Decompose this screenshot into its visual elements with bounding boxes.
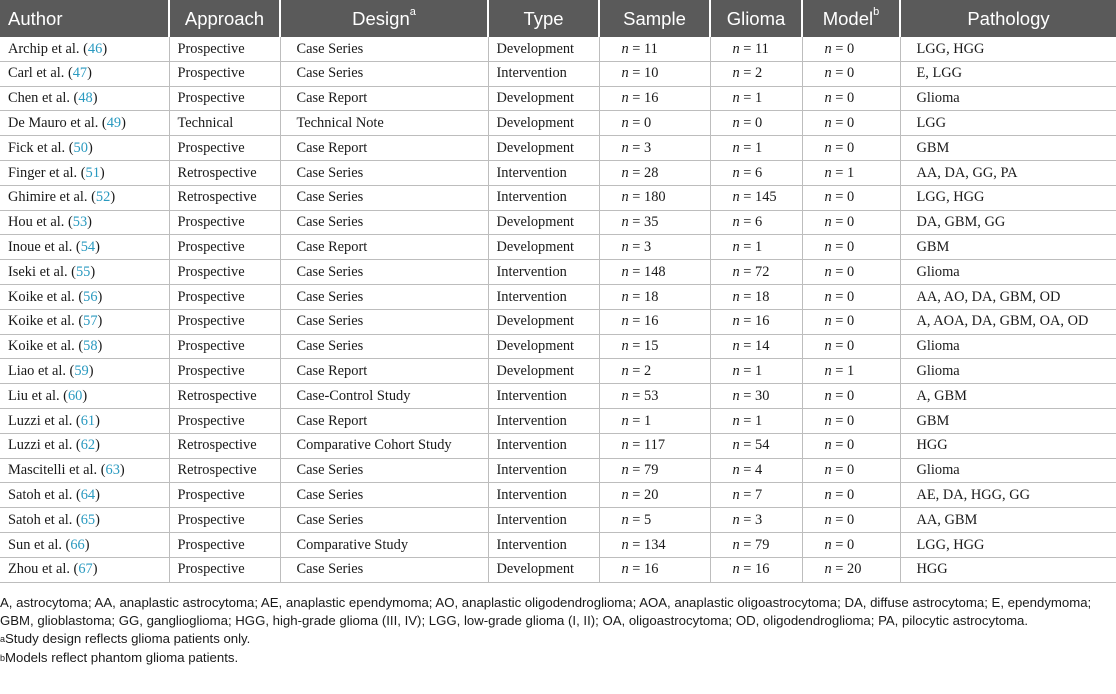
cell-approach: Prospective xyxy=(169,359,280,384)
reference-link[interactable]: 55 xyxy=(75,263,91,280)
cell-model: n = 0 xyxy=(802,61,900,86)
cell-design: Technical Note xyxy=(280,111,488,136)
cell-author: Satoh et al. (65) xyxy=(0,508,169,533)
cell-pathology: AA, AO, DA, GBM, OD xyxy=(900,284,1116,309)
cell-model: n = 0 xyxy=(802,284,900,309)
reference-link[interactable]: 57 xyxy=(83,313,98,330)
cell-sample: n = 53 xyxy=(599,384,710,409)
cell-approach: Retrospective xyxy=(169,185,280,210)
cell-sample: n = 10 xyxy=(599,61,710,86)
cell-approach: Prospective xyxy=(169,37,280,61)
cell-pathology: Glioma xyxy=(900,334,1116,359)
cell-glioma: n = 14 xyxy=(710,334,802,359)
table-row xyxy=(0,458,1116,483)
column-header-glioma: Glioma xyxy=(710,0,802,37)
cell-glioma: n = 54 xyxy=(710,433,802,458)
cell-author: Luzzi et al. (61) xyxy=(0,408,169,433)
cell-type: Intervention xyxy=(488,508,599,533)
cell-glioma: n = 6 xyxy=(710,210,802,235)
table-footnotes xyxy=(0,594,1112,668)
cell-approach: Retrospective xyxy=(169,160,280,185)
cell-model: n = 0 xyxy=(802,334,900,359)
cell-approach: Prospective xyxy=(169,136,280,161)
cell-author: Archip et al. (46) xyxy=(0,37,169,61)
cell-pathology: Glioma xyxy=(900,458,1116,483)
cell-glioma: n = 2 xyxy=(710,61,802,86)
cell-approach: Prospective xyxy=(169,260,280,285)
column-header-pathology: Pathology xyxy=(900,0,1116,37)
column-header-sample: Sample xyxy=(599,0,710,37)
cell-glioma: n = 6 xyxy=(710,160,802,185)
cell-design: Case Series xyxy=(280,458,488,483)
column-header-approach: Approach xyxy=(169,0,280,37)
cell-design: Case Report xyxy=(280,359,488,384)
reference-link[interactable]: 64 xyxy=(80,487,96,504)
cell-sample: n = 16 xyxy=(599,309,710,334)
cell-pathology: LGG, HGG xyxy=(900,532,1116,557)
cell-type: Intervention xyxy=(488,532,599,557)
cell-author: Hou et al. (53) xyxy=(0,210,169,235)
cell-approach: Retrospective xyxy=(169,458,280,483)
header-row xyxy=(0,0,1116,37)
cell-pathology: Glioma xyxy=(900,260,1116,285)
cell-type: Development xyxy=(488,86,599,111)
cell-glioma: n = 16 xyxy=(710,309,802,334)
cell-type: Intervention xyxy=(488,483,599,508)
cell-author: Koike et al. (57) xyxy=(0,309,169,334)
cell-approach: Prospective xyxy=(169,86,280,111)
cell-approach: Prospective xyxy=(169,334,280,359)
cell-type: Intervention xyxy=(488,458,599,483)
table-row xyxy=(0,384,1116,409)
table-row xyxy=(0,210,1116,235)
cell-design: Case Report xyxy=(280,235,488,260)
cell-approach: Prospective xyxy=(169,483,280,508)
cell-glioma: n = 11 xyxy=(710,37,802,61)
cell-author: Mascitelli et al. (63) xyxy=(0,458,169,483)
table-row xyxy=(0,111,1116,136)
cell-glioma: n = 30 xyxy=(710,384,802,409)
table-header xyxy=(0,0,1116,37)
table-row xyxy=(0,508,1116,533)
cell-type: Development xyxy=(488,235,599,260)
cell-type: Development xyxy=(488,557,599,582)
cell-sample: n = 35 xyxy=(599,210,710,235)
cell-sample: n = 180 xyxy=(599,185,710,210)
reference-link[interactable]: 53 xyxy=(72,214,88,231)
cell-sample: n = 16 xyxy=(599,557,710,582)
cell-pathology: AA, GBM xyxy=(900,508,1116,533)
reference-link[interactable]: 61 xyxy=(80,412,96,429)
cell-sample: n = 16 xyxy=(599,86,710,111)
cell-model: n = 0 xyxy=(802,235,900,260)
cell-sample: n = 28 xyxy=(599,160,710,185)
cell-type: Intervention xyxy=(488,61,599,86)
cell-author: Finger et al. (51) xyxy=(0,160,169,185)
cell-author: Liao et al. (59) xyxy=(0,359,169,384)
table-row xyxy=(0,284,1116,309)
reference-link[interactable]: 65 xyxy=(80,511,96,528)
cell-author: Carl et al. (47) xyxy=(0,61,169,86)
cell-pathology: LGG, HGG xyxy=(900,37,1116,61)
table-row xyxy=(0,483,1116,508)
reference-link[interactable]: 52 xyxy=(95,189,111,206)
cell-sample: n = 79 xyxy=(599,458,710,483)
cell-type: Intervention xyxy=(488,384,599,409)
cell-sample: n = 3 xyxy=(599,136,710,161)
table-row xyxy=(0,532,1116,557)
cell-model: n = 0 xyxy=(802,309,900,334)
abbreviations-note: A, astrocytoma; AA, anaplastic astrocytoma; AE, anaplastic ependymoma; AO, anaplastic oligodendroglioma; AOA, anaplastic oligoastrocytoma; DA, diffuse astrocytoma; E, ependymoma; GBM, glioblastoma; GG, ganglioglioma; HGG, high-grade glioma (III, IV); LGG, low-grade glioma (I, II); OA, oligoastrocytoma; OD, oligodendroglioma; PA, pilocytic astrocytoma. xyxy=(0,595,1092,628)
cell-pathology: DA, GBM, GG xyxy=(900,210,1116,235)
cell-approach: Retrospective xyxy=(169,384,280,409)
cell-pathology: AE, DA, HGG, GG xyxy=(900,483,1116,508)
cell-model: n = 0 xyxy=(802,532,900,557)
cell-pathology: GBM xyxy=(900,136,1116,161)
table-row xyxy=(0,86,1116,111)
cell-pathology: GBM xyxy=(900,408,1116,433)
table-row xyxy=(0,557,1116,582)
table-row xyxy=(0,408,1116,433)
cell-model: n = 0 xyxy=(802,37,900,61)
cell-design: Case Report xyxy=(280,408,488,433)
reference-link[interactable]: 67 xyxy=(78,561,93,578)
table-row xyxy=(0,433,1116,458)
cell-pathology: LGG, HGG xyxy=(900,185,1116,210)
reference-link[interactable]: 51 xyxy=(85,164,100,181)
cell-model: n = 0 xyxy=(802,136,900,161)
cell-design: Case Report xyxy=(280,86,488,111)
table-row xyxy=(0,334,1116,359)
cell-glioma: n = 79 xyxy=(710,532,802,557)
reference-link[interactable]: 46 xyxy=(87,40,103,57)
cell-type: Development xyxy=(488,359,599,384)
cell-design: Case Series xyxy=(280,37,488,61)
cell-sample: n = 0 xyxy=(599,111,710,136)
reference-link[interactable]: 47 xyxy=(72,65,88,82)
cell-pathology: Glioma xyxy=(900,86,1116,111)
cell-design: Case Series xyxy=(280,284,488,309)
cell-design: Case Series xyxy=(280,557,488,582)
cell-glioma: n = 145 xyxy=(710,185,802,210)
cell-type: Intervention xyxy=(488,284,599,309)
cell-pathology: E, LGG xyxy=(900,61,1116,86)
cell-author: Zhou et al. (67) xyxy=(0,557,169,582)
table-row xyxy=(0,37,1116,61)
cell-model: n = 1 xyxy=(802,160,900,185)
cell-type: Intervention xyxy=(488,408,599,433)
cell-type: Intervention xyxy=(488,185,599,210)
cell-author: De Mauro et al. (49) xyxy=(0,111,169,136)
reference-link[interactable]: 66 xyxy=(70,536,85,553)
footnote-a: $^a$Study design reflects glioma patients only. xyxy=(0,631,251,646)
cell-pathology: LGG xyxy=(900,111,1116,136)
cell-model: n = 0 xyxy=(802,483,900,508)
cell-glioma: n = 3 xyxy=(710,508,802,533)
cell-sample: n = 15 xyxy=(599,334,710,359)
cell-design: Comparative Study xyxy=(280,532,488,557)
cell-approach: Technical xyxy=(169,111,280,136)
cell-author: Luzzi et al. (62) xyxy=(0,433,169,458)
cell-pathology: A, GBM xyxy=(900,384,1116,409)
table-row xyxy=(0,235,1116,260)
cell-type: Intervention xyxy=(488,260,599,285)
cell-pathology: HGG xyxy=(900,557,1116,582)
reference-link[interactable]: 58 xyxy=(83,338,98,355)
column-header-design: Design$^a$ xyxy=(280,0,488,37)
reference-link[interactable]: 54 xyxy=(80,239,96,256)
table-row xyxy=(0,61,1116,86)
cell-glioma: n = 1 xyxy=(710,359,802,384)
cell-sample: n = 2 xyxy=(599,359,710,384)
cell-approach: Prospective xyxy=(169,408,280,433)
cell-type: Development xyxy=(488,334,599,359)
cell-model: n = 0 xyxy=(802,458,900,483)
cell-type: Intervention xyxy=(488,160,599,185)
cell-author: Chen et al. (48) xyxy=(0,86,169,111)
table-body xyxy=(0,37,1116,582)
cell-sample: n = 3 xyxy=(599,235,710,260)
cell-design: Case Series xyxy=(280,160,488,185)
reference-link[interactable]: 63 xyxy=(105,462,120,479)
cell-model: n = 0 xyxy=(802,260,900,285)
reference-link[interactable]: 60 xyxy=(67,387,83,404)
column-header-author: Author xyxy=(0,0,169,37)
cell-model: n = 0 xyxy=(802,185,900,210)
cell-design: Case-Control Study xyxy=(280,384,488,409)
cell-author: Sun et al. (66) xyxy=(0,532,169,557)
cell-design: Case Series xyxy=(280,309,488,334)
cell-approach: Prospective xyxy=(169,557,280,582)
cell-author: Fick et al. (50) xyxy=(0,136,169,161)
cell-type: Development xyxy=(488,309,599,334)
cell-pathology: AA, DA, GG, PA xyxy=(900,160,1116,185)
cell-glioma: n = 1 xyxy=(710,235,802,260)
cell-sample: n = 134 xyxy=(599,532,710,557)
reference-link[interactable]: 49 xyxy=(106,115,122,132)
cell-model: n = 0 xyxy=(802,384,900,409)
cell-approach: Prospective xyxy=(169,235,280,260)
cell-model: n = 0 xyxy=(802,408,900,433)
footnote-marker-b: b xyxy=(873,6,880,19)
cell-design: Case Series xyxy=(280,260,488,285)
cell-approach: Prospective xyxy=(169,210,280,235)
cell-glioma: n = 1 xyxy=(710,86,802,111)
reference-link[interactable]: 56 xyxy=(83,288,98,305)
cell-design: Case Series xyxy=(280,483,488,508)
reference-link[interactable]: 50 xyxy=(73,139,88,156)
cell-type: Development xyxy=(488,37,599,61)
cell-approach: Prospective xyxy=(169,309,280,334)
cell-sample: n = 5 xyxy=(599,508,710,533)
cell-model: n = 0 xyxy=(802,433,900,458)
table-row xyxy=(0,160,1116,185)
cell-approach: Prospective xyxy=(169,284,280,309)
cell-glioma: n = 16 xyxy=(710,557,802,582)
cell-pathology: GBM xyxy=(900,235,1116,260)
cell-glioma: n = 0 xyxy=(710,111,802,136)
cell-pathology: Glioma xyxy=(900,359,1116,384)
cell-design: Case Series xyxy=(280,61,488,86)
cell-pathology: HGG xyxy=(900,433,1116,458)
table-row xyxy=(0,136,1116,161)
table-row xyxy=(0,359,1116,384)
reference-link[interactable]: 62 xyxy=(80,437,96,454)
cell-design: Comparative Cohort Study xyxy=(280,433,488,458)
cell-design: Case Series xyxy=(280,334,488,359)
cell-sample: n = 1 xyxy=(599,408,710,433)
cell-model: n = 0 xyxy=(802,210,900,235)
cell-approach: Prospective xyxy=(169,61,280,86)
cell-author: Liu et al. (60) xyxy=(0,384,169,409)
cell-model: n = 0 xyxy=(802,111,900,136)
reference-link[interactable]: 59 xyxy=(74,363,89,380)
cell-design: Case Report xyxy=(280,136,488,161)
cell-glioma: n = 18 xyxy=(710,284,802,309)
cell-approach: Prospective xyxy=(169,508,280,533)
cell-pathology: A, AOA, DA, GBM, OA, OD xyxy=(900,309,1116,334)
cell-sample: n = 117 xyxy=(599,433,710,458)
footnote-b: $^b$Models reflect phantom glioma patients. xyxy=(0,650,239,665)
cell-author: Koike et al. (58) xyxy=(0,334,169,359)
cell-design: Case Series xyxy=(280,508,488,533)
cell-type: Development xyxy=(488,210,599,235)
cell-sample: n = 11 xyxy=(599,37,710,61)
cell-type: Development xyxy=(488,111,599,136)
cell-author: Satoh et al. (64) xyxy=(0,483,169,508)
cell-author: Koike et al. (56) xyxy=(0,284,169,309)
table-row xyxy=(0,185,1116,210)
cell-model: n = 0 xyxy=(802,508,900,533)
cell-author: Iseki et al. (55) xyxy=(0,260,169,285)
cell-type: Intervention xyxy=(488,433,599,458)
cell-glioma: n = 4 xyxy=(710,458,802,483)
cell-sample: n = 20 xyxy=(599,483,710,508)
cell-design: Case Series xyxy=(280,210,488,235)
cell-approach: Prospective xyxy=(169,532,280,557)
cell-model: n = 1 xyxy=(802,359,900,384)
cell-glioma: n = 7 xyxy=(710,483,802,508)
column-header-type: Type xyxy=(488,0,599,37)
cell-glioma: n = 72 xyxy=(710,260,802,285)
cell-type: Development xyxy=(488,136,599,161)
cell-sample: n = 18 xyxy=(599,284,710,309)
cell-glioma: n = 1 xyxy=(710,136,802,161)
cell-sample: n = 148 xyxy=(599,260,710,285)
cell-approach: Retrospective xyxy=(169,433,280,458)
reference-link[interactable]: 48 xyxy=(78,90,93,107)
cell-design: Case Series xyxy=(280,185,488,210)
cell-model: n = 20 xyxy=(802,557,900,582)
cell-model: n = 0 xyxy=(802,86,900,111)
column-header-model: Model$^b$ xyxy=(802,0,900,37)
cell-author: Inoue et al. (54) xyxy=(0,235,169,260)
footnote-marker-a: a xyxy=(409,6,416,19)
cell-glioma: n = 1 xyxy=(710,408,802,433)
cell-author: Ghimire et al. (52) xyxy=(0,185,169,210)
table-row xyxy=(0,260,1116,285)
table-row xyxy=(0,309,1116,334)
